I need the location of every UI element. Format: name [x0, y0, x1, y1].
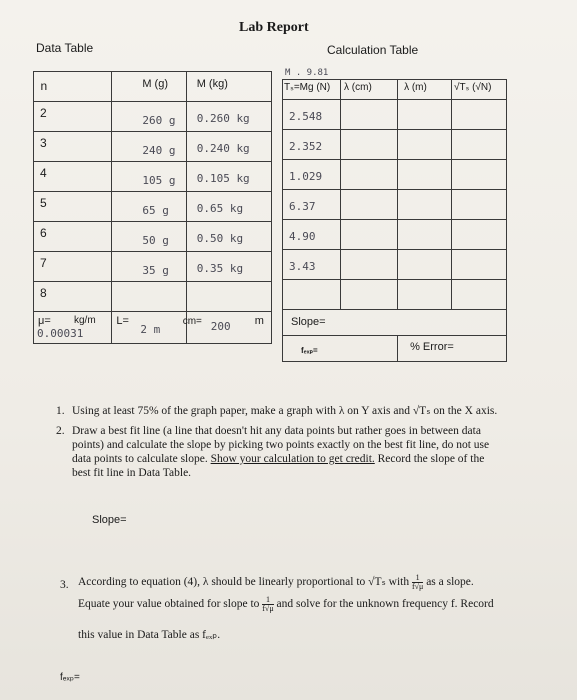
row-tension: 3.43: [289, 260, 316, 273]
row-sqrt-tension: [451, 220, 506, 250]
calc-table-row: [283, 280, 507, 310]
data-table-row: [34, 222, 272, 252]
item2-underlined-note: Show your calculation to get credit.: [210, 453, 375, 465]
row-sqrt-tension: [451, 250, 506, 280]
col-n-header: n: [40, 78, 48, 93]
calc-table-row: [283, 100, 507, 130]
item3-line1-end: as a slope.: [426, 576, 474, 589]
item3-line2-end: and solve for the unknown frequency f. Record: [276, 598, 494, 611]
item2-line1: Draw a best fit line (a line that doesn't hit any data points but rather goes in between data: [72, 425, 481, 437]
row-lambda-cm: [341, 220, 398, 250]
row-n: 3: [40, 136, 47, 150]
row-sqrt-tension: [451, 130, 506, 160]
item2-number: 2.: [56, 425, 65, 437]
row-tension: 1.029: [289, 170, 323, 183]
row-mass-g: 35 g: [142, 264, 169, 277]
mu-value: 0.00031: [37, 327, 84, 340]
item2-line3-start: data points to calculate slope.: [72, 453, 208, 465]
row-lambda-m: [398, 220, 452, 250]
instructions-slope-label: Slope=: [92, 514, 127, 526]
col-sqrt-tension-header: √Tₛ (√N): [451, 80, 506, 100]
col-lambda-cm-header: λ (cm): [341, 80, 398, 100]
item3-line3: this value in Data Table as fₑₓₚ.: [78, 629, 221, 641]
row-lambda-m: [398, 190, 452, 220]
item3-line1-start: According to equation (4), λ should be linearly proportional to √Tₛ with: [78, 576, 410, 589]
cm-label: cm=: [182, 316, 202, 327]
row-lambda-m: [398, 280, 452, 310]
row-tension: 2.352: [289, 140, 323, 153]
calc-fexp-label: fₑₓₚ=: [301, 346, 318, 355]
data-table-row: [34, 102, 272, 132]
calc-table-row: [283, 160, 507, 190]
row-n: 8: [40, 286, 47, 300]
row-mass-kg: 0.260 kg: [196, 112, 250, 125]
calc-table-row: [283, 250, 507, 280]
row-mass-kg: 0.105 kg: [196, 172, 250, 185]
slope-fraction-2: $\frac{1}{f√\mu}$: [262, 595, 274, 613]
page-title: Lab Report: [239, 20, 309, 35]
row-lambda-cm: [341, 190, 398, 220]
row-mass-kg: 0.50 kg: [196, 232, 244, 245]
row-n: 6: [40, 226, 47, 240]
mu-unit: kg/m: [74, 315, 96, 326]
row-lambda-m: [398, 100, 452, 130]
calc-table-row: [283, 130, 507, 160]
col-mkg-header: M (kg): [196, 78, 228, 90]
item2-line3-end: Record the slope of the: [377, 453, 485, 465]
row-mass-kg: 0.35 kg: [196, 262, 244, 275]
row-n: 5: [40, 196, 47, 210]
row-lambda-cm: [341, 160, 398, 190]
mu-label: μ=: [38, 315, 51, 327]
col-mg-header: M (g): [142, 78, 168, 90]
col-lambda-m-header: λ (m): [398, 80, 452, 100]
item1-number: 1.: [56, 405, 65, 417]
item2-line3: [72, 452, 484, 466]
row-n: 7: [40, 256, 47, 270]
row-mass-kg: 0.240 kg: [196, 142, 250, 155]
item2-line4: best fit line in Data Table.: [72, 467, 192, 479]
row-mass-g: 105 g: [142, 174, 176, 187]
row-tension: 2.548: [289, 110, 323, 123]
percent-error-label: % Error=: [410, 341, 454, 353]
calc-table: [282, 79, 507, 362]
row-n: 2: [40, 106, 47, 120]
row-lambda-m: [398, 250, 452, 280]
row-mass-g: 240 g: [142, 144, 176, 157]
row-lambda-m: [398, 160, 452, 190]
row-n: 4: [40, 166, 47, 180]
calc-note: M . 9.81: [285, 68, 329, 78]
data-table-row: [34, 252, 272, 282]
L-value: 2 m: [140, 323, 161, 336]
row-mass-g: 50 g: [142, 234, 169, 247]
row-mass-kg: 0.65 kg: [196, 202, 244, 215]
L-label: L=: [116, 315, 129, 327]
data-table-row: [34, 282, 272, 312]
data-table-row: [34, 192, 272, 222]
item3-line2: [78, 596, 494, 613]
row-lambda-cm: [341, 280, 398, 310]
item1-text: Using at least 75% of the graph paper, make a graph with λ on Y axis and √Tₛ on the X axis.: [72, 405, 498, 417]
item2-line2: points) and calculate the slope by picking two points exactly on the best fit line, do not use: [72, 439, 490, 451]
item3-line2-start: Equate your value obtained for slope to: [78, 598, 260, 611]
row-mass-g: 260 g: [142, 114, 176, 127]
row-lambda-m: [398, 130, 452, 160]
calc-table-row: [283, 190, 507, 220]
row-sqrt-tension: [451, 280, 506, 310]
calc-table-row: [283, 220, 507, 250]
row-sqrt-tension: [451, 160, 506, 190]
row-sqrt-tension: [451, 100, 506, 130]
data-table: [33, 71, 272, 344]
item3-number: 3.: [60, 579, 69, 591]
instructions-fexp-label: fₑₓₚ=: [60, 672, 80, 683]
row-lambda-cm: [341, 250, 398, 280]
cm-unit: m: [254, 315, 264, 327]
item3-line1: [78, 574, 474, 591]
col-tension-header: Tₛ=Mg (N): [283, 80, 341, 100]
row-lambda-cm: [341, 130, 398, 160]
slope-fraction: $\frac{1}{f√\mu}$: [411, 573, 424, 591]
calc-slope-label: Slope=: [291, 316, 326, 328]
row-tension: 6.37: [289, 200, 316, 213]
row-lambda-cm: [341, 100, 398, 130]
row-tension: 4.90: [289, 230, 316, 243]
row-mass-g: 65 g: [142, 204, 169, 217]
data-table-label: Data Table: [36, 41, 94, 55]
row-sqrt-tension: [451, 190, 506, 220]
data-table-row: [34, 132, 272, 162]
cm-value: 200: [210, 320, 231, 333]
calc-table-label: Calculation Table: [327, 43, 419, 57]
data-table-row: [34, 162, 272, 192]
